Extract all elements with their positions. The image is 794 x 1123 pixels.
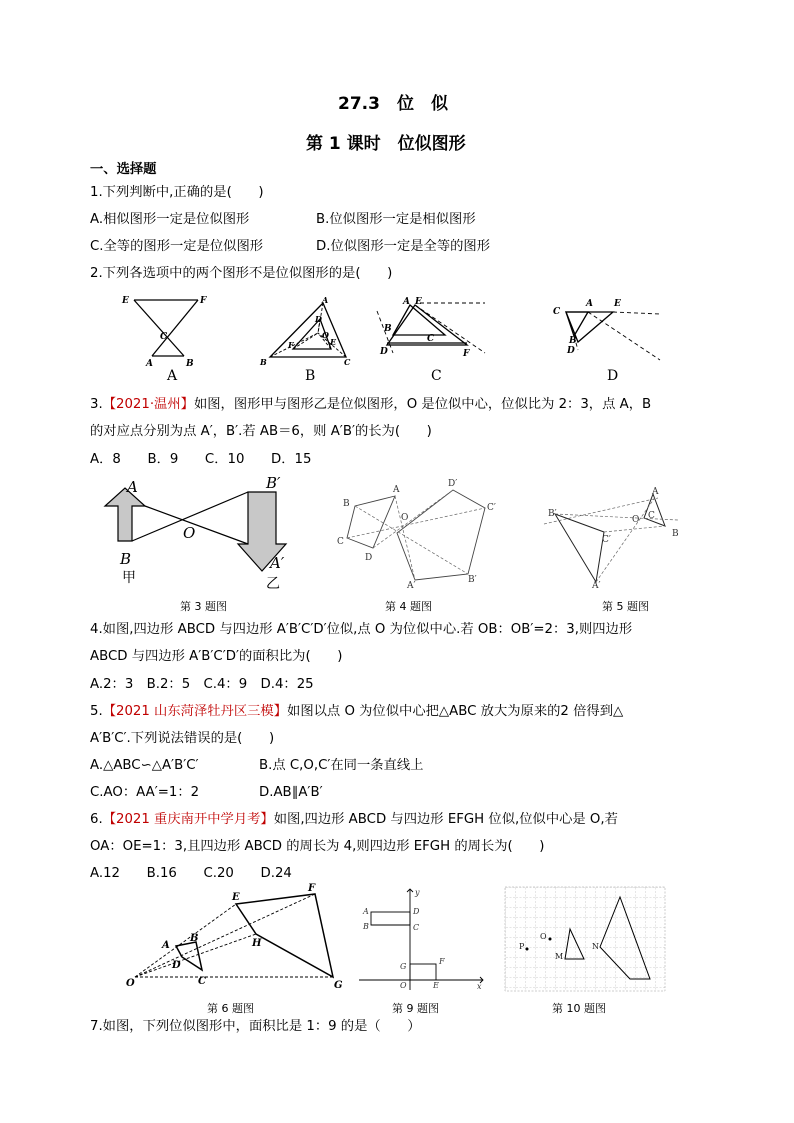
q3-options: A．8 B．9 C．10 D．15 xyxy=(90,452,312,467)
q5-line1: 5.【2021 山东菏泽牡丹区三模】如图以点 O 为位似中心把△ABC 放大为原来的2 倍得到△ xyxy=(90,704,624,719)
q2-label-a: A xyxy=(167,368,178,384)
svg-text:B: B xyxy=(363,922,369,931)
svg-text:A′: A′ xyxy=(270,554,285,572)
svg-text:B′: B′ xyxy=(266,474,281,492)
svg-text:N: N xyxy=(592,942,599,951)
svg-text:F: F xyxy=(288,340,294,350)
svg-text:B: B xyxy=(343,499,350,509)
q4-line1: 4.如图,四边形 ABCD 与四边形 A′B′C′D′位似,点 O 为位似中心.若 OB：OB′=2：3,则四边形 xyxy=(90,622,633,637)
svg-text:P: P xyxy=(519,942,525,951)
svg-text:A: A xyxy=(322,295,329,305)
svg-text:B: B xyxy=(260,357,267,367)
q3-line2: 的对应点分别为点 A′，B′.若 AB＝6，则 A′B′的长为( ) xyxy=(90,424,432,439)
svg-text:A′: A′ xyxy=(407,581,416,591)
fig6-caption: 第 6 题图 xyxy=(207,1002,254,1015)
q1-stem: 1.下列判断中,正确的是( ) xyxy=(90,185,264,200)
svg-text:D: D xyxy=(315,314,322,324)
fig3-yi: 乙 xyxy=(266,576,280,592)
svg-text:x: x xyxy=(477,982,482,991)
svg-text:E: E xyxy=(415,297,422,307)
svg-text:F: F xyxy=(439,957,445,966)
svg-text:B: B xyxy=(120,550,132,568)
svg-text:C′: C′ xyxy=(602,535,611,545)
q4-options: A.2：3 B.2：5 C.4：9 D.4：25 xyxy=(90,677,314,692)
svg-text:O: O xyxy=(183,524,196,542)
svg-text:A: A xyxy=(403,297,410,307)
svg-text:D: D xyxy=(365,553,373,563)
svg-text:B: B xyxy=(569,336,577,346)
q1-option-c: C.全等的图形一定是位似图形 xyxy=(90,239,264,254)
figure-9 xyxy=(355,885,488,993)
svg-text:O: O xyxy=(322,330,329,340)
fig10-caption: 第 10 题图 xyxy=(552,1002,606,1015)
svg-text:C: C xyxy=(427,334,435,344)
fig3-caption: 第 3 题图 xyxy=(180,600,227,613)
fig4-caption: 第 4 题图 xyxy=(385,600,432,613)
svg-text:E: E xyxy=(433,981,439,990)
q4-line2: ABCD 与四边形 A′B′C′D′的面积比为( ) xyxy=(90,649,343,664)
section-heading: 一、选择题 xyxy=(90,162,157,177)
q7-stem: 7.如图，下列位似图形中，面积比是 1：9 的是（ ） xyxy=(90,1019,421,1034)
q1-option-a: A.相似图形一定是位似图形 xyxy=(90,212,250,227)
svg-text:C: C xyxy=(160,332,168,342)
svg-text:y: y xyxy=(415,888,420,897)
svg-text:O: O xyxy=(126,978,135,989)
svg-text:O: O xyxy=(632,515,640,525)
q5-option-c: C.AO：AA′=1：2 xyxy=(90,785,200,800)
svg-text:O: O xyxy=(540,932,547,941)
svg-text:M: M xyxy=(555,952,564,961)
figure-4 xyxy=(335,478,507,590)
figure-6 xyxy=(120,882,352,992)
svg-text:H: H xyxy=(252,938,262,949)
q5-option-a: A.△ABC∽△A′B′C′ xyxy=(90,758,199,773)
q6-source: 【2021 重庆南开中学月考】 xyxy=(102,812,274,827)
svg-text:C: C xyxy=(553,307,561,317)
svg-text:G: G xyxy=(334,980,343,991)
q2-figure-b xyxy=(260,295,360,370)
svg-text:B′: B′ xyxy=(548,509,557,519)
fig3-jia: 甲 xyxy=(122,570,136,586)
q1-option-d: D.位似图形一定是全等的图形 xyxy=(316,239,491,254)
fig5-caption: 第 5 题图 xyxy=(602,600,649,613)
q2-stem: 2.下列各选项中的两个图形不是位似图形的是( ) xyxy=(90,266,393,281)
svg-text:F: F xyxy=(308,883,316,894)
svg-text:B: B xyxy=(186,359,194,369)
fig9-caption: 第 9 题图 xyxy=(392,1002,439,1015)
svg-text:A′: A′ xyxy=(592,581,601,591)
q2-figure-d xyxy=(548,292,668,362)
svg-text:A: A xyxy=(162,940,170,951)
q2-label-d: D xyxy=(607,368,619,384)
svg-text:A: A xyxy=(127,478,138,496)
figure-10 xyxy=(505,887,665,991)
svg-text:A: A xyxy=(586,299,593,309)
q6-line1: 6.【2021 重庆南开中学月考】如图,四边形 ABCD 与四边形 EFGH 位似,位似中心是 O,若 xyxy=(90,812,618,827)
q5-option-b: B.点 C,O,C′在同一条直线上 xyxy=(259,758,424,773)
q2-figure-c xyxy=(375,295,490,370)
svg-text:B: B xyxy=(190,933,199,944)
svg-text:C: C xyxy=(337,537,344,547)
svg-text:C: C xyxy=(198,976,206,987)
svg-text:D: D xyxy=(567,346,575,356)
q2-figure-a xyxy=(120,292,210,367)
svg-text:B: B xyxy=(384,324,392,334)
q5-option-d: D.AB∥A′B′ xyxy=(259,785,323,800)
svg-text:E: E xyxy=(330,337,337,347)
svg-text:D: D xyxy=(380,347,388,357)
svg-text:A: A xyxy=(363,907,369,916)
svg-text:O: O xyxy=(401,513,409,523)
q1-option-b: B.位似图形一定是相似图形 xyxy=(316,212,476,227)
q2-label-b: B xyxy=(305,368,316,384)
svg-text:E: E xyxy=(122,296,129,306)
svg-text:F: F xyxy=(463,349,470,359)
svg-text:D′: D′ xyxy=(448,479,458,489)
svg-text:C: C xyxy=(648,511,655,521)
q3-source: 【2021·温州】 xyxy=(102,397,194,412)
q5-line2: A′B′C′.下列说法错误的是( ) xyxy=(90,731,275,746)
svg-text:A: A xyxy=(652,487,659,497)
svg-text:A: A xyxy=(146,359,153,369)
svg-text:C: C xyxy=(413,923,420,932)
figure-5 xyxy=(540,484,688,592)
figure-3 xyxy=(98,474,320,592)
page-title: 27.3 位 似 xyxy=(338,94,448,114)
svg-text:D: D xyxy=(172,960,181,971)
svg-text:A: A xyxy=(393,485,400,495)
svg-text:B: B xyxy=(672,529,679,539)
svg-text:C: C xyxy=(344,357,351,367)
q6-line2: OA：OE=1：3,且四边形 ABCD 的周长为 4,则四边形 EFGH 的周长为( ) xyxy=(90,839,545,854)
svg-text:D: D xyxy=(413,907,420,916)
svg-text:B′: B′ xyxy=(468,575,477,585)
svg-text:O: O xyxy=(400,981,407,990)
svg-text:G: G xyxy=(400,962,407,971)
page-subtitle: 第 1 课时 位似图形 xyxy=(306,134,466,154)
q6-options: A.12 B.16 C.20 D.24 xyxy=(90,866,292,881)
q5-source: 【2021 山东菏泽牡丹区三模】 xyxy=(102,704,288,719)
svg-text:E: E xyxy=(614,299,621,309)
q2-label-c: C xyxy=(431,368,442,384)
q3-line1: 3.【2021·温州】如图，图形甲与图形乙是位似图形，O 是位似中心，位似比为 2：3，点 A，B xyxy=(90,397,652,412)
svg-text:E: E xyxy=(232,892,240,903)
svg-text:C′: C′ xyxy=(487,503,496,513)
svg-text:F: F xyxy=(200,296,207,306)
